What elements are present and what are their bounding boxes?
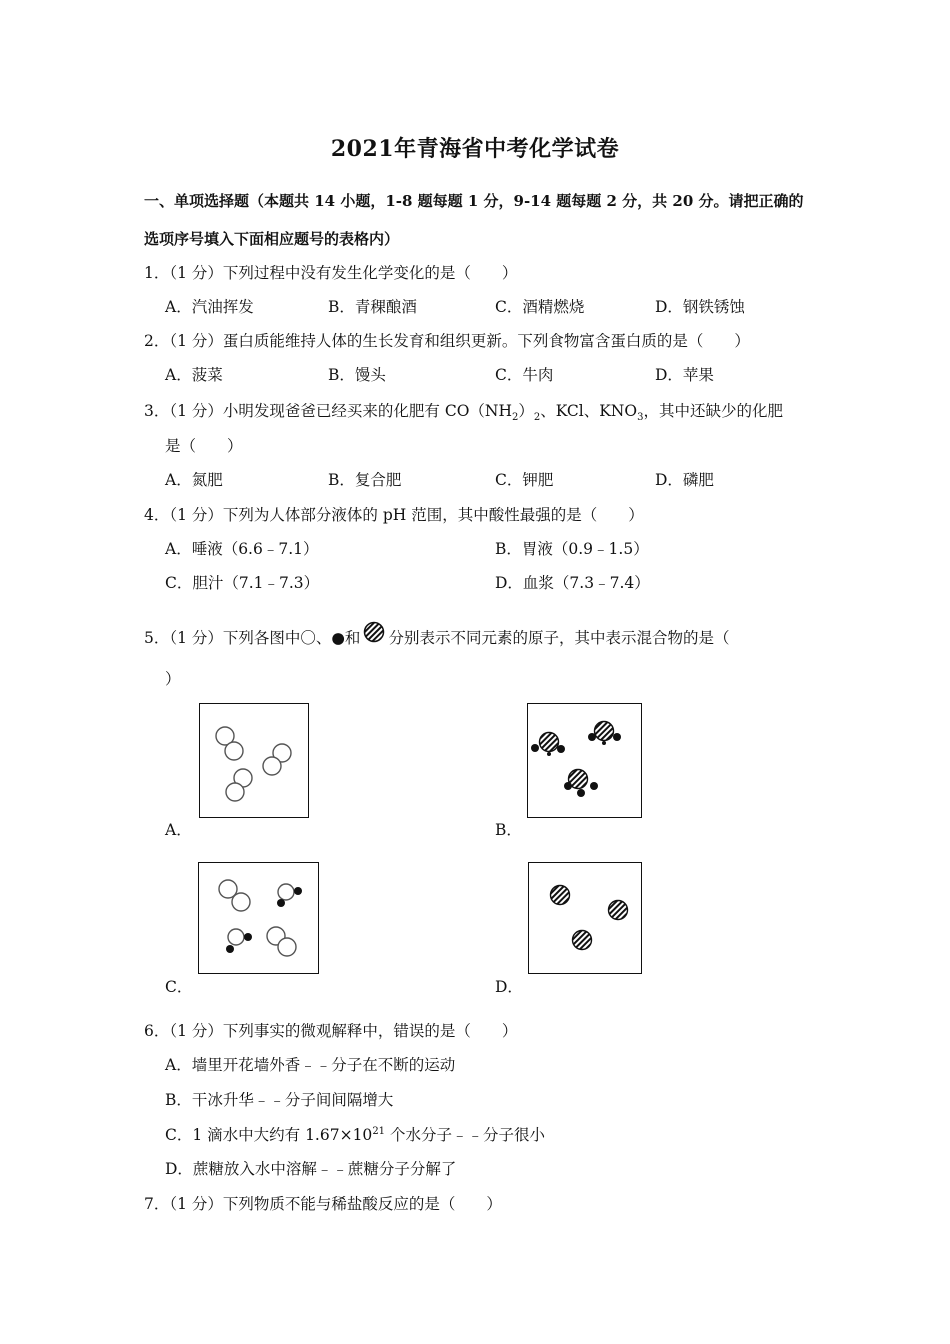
question-2-option-d[interactable]: D．苹果 xyxy=(655,366,714,384)
question-4-option-c[interactable]: C．胆汁（7.1﹣7.3） xyxy=(165,574,320,592)
question-2-stem: 2．（1 分）蛋白质能维持人体的生长发育和组织更新。下列食物富含蛋白质的是（ ） xyxy=(144,332,750,350)
question-7-stem: 7．（1 分）下列物质不能与稀盐酸反应的是（ ） xyxy=(144,1195,502,1213)
question-3-option-b[interactable]: B．复合肥 xyxy=(328,471,402,489)
question-6-option-a[interactable]: A．墙里开花墙外香﹣﹣分子在不断的运动 xyxy=(165,1056,456,1074)
question-5-stem-line2: ） xyxy=(165,670,181,688)
question-3-option-a[interactable]: A．氮肥 xyxy=(165,471,223,489)
diagram-d[interactable] xyxy=(528,862,642,974)
question-5-stem: 5．（1 分）下列各图中〇、●和 分别表示不同元素的原子，其中表示混合物的是（ xyxy=(144,626,729,648)
question-1-option-b[interactable]: B．青稞酿酒 xyxy=(328,298,417,316)
question-2-option-a[interactable]: A．菠菜 xyxy=(165,366,223,384)
question-6-option-d[interactable]: D．蔗糖放入水中溶解﹣﹣蔗糖分子分解了 xyxy=(165,1160,457,1178)
question-5-label-a[interactable]: A． xyxy=(165,821,192,839)
question-3-option-d[interactable]: D．磷肥 xyxy=(655,471,714,489)
striped-atom-legend-icon xyxy=(363,621,385,643)
question-1-option-a[interactable]: A．汽油挥发 xyxy=(165,298,254,316)
question-4-option-d[interactable]: D．血浆（7.3﹣7.4） xyxy=(495,574,650,592)
question-3-stem-line2: 是（ ） xyxy=(165,437,243,455)
question-5-label-d[interactable]: D． xyxy=(495,978,523,996)
diagram-b[interactable] xyxy=(527,703,642,818)
section-heading-line2: 选项序号填入下面相应题号的表格内） xyxy=(144,230,400,248)
diagram-a[interactable] xyxy=(199,703,309,818)
question-2-option-b[interactable]: B．馒头 xyxy=(328,366,386,384)
question-4-option-a[interactable]: A．唾液（6.6﹣7.1） xyxy=(165,540,319,558)
question-5-label-b[interactable]: B． xyxy=(495,821,522,839)
question-5-label-c[interactable]: C． xyxy=(165,978,193,996)
question-4-stem: 4．（1 分）下列为人体部分液体的 pH 范围，其中酸性最强的是（ ） xyxy=(144,506,644,524)
section-heading-line1: 一、单项选择题（本题共 14 小题，1-8 题每题 1 分，9-14 题每题 2 分，共 20 分。请把正确的 xyxy=(144,192,804,210)
question-4-option-b[interactable]: B．胃液（0.9﹣1.5） xyxy=(495,540,649,558)
page-title: 2021年青海省中考化学试卷 xyxy=(330,136,620,162)
question-1-option-c[interactable]: C．酒精燃烧 xyxy=(495,298,585,316)
question-6-option-c[interactable]: C．1 滴水中大约有 $1.67\times 10^{21}$ 个水分子﹣﹣分子很小 xyxy=(165,1125,545,1144)
question-1-option-d[interactable]: D．钢铁锈蚀 xyxy=(655,298,745,316)
question-2-option-c[interactable]: C．牛肉 xyxy=(495,366,554,384)
question-6-option-b[interactable]: B．干冰升华﹣﹣分子间间隔增大 xyxy=(165,1091,394,1109)
question-6-stem: 6．（1 分）下列事实的微观解释中，错误的是（ ） xyxy=(144,1022,518,1040)
question-3-stem: 3．（1 分）小明发现爸爸已经买来的化肥有 $CO(NH_2)_2$、KCl、$KNO_3$，其中还缺少的化肥 xyxy=(144,402,783,424)
diagram-c[interactable] xyxy=(198,862,319,974)
question-1-stem: 1．（1 分）下列过程中没有发生化学变化的是（ ） xyxy=(144,264,518,282)
question-3-option-c[interactable]: C．钾肥 xyxy=(495,471,554,489)
